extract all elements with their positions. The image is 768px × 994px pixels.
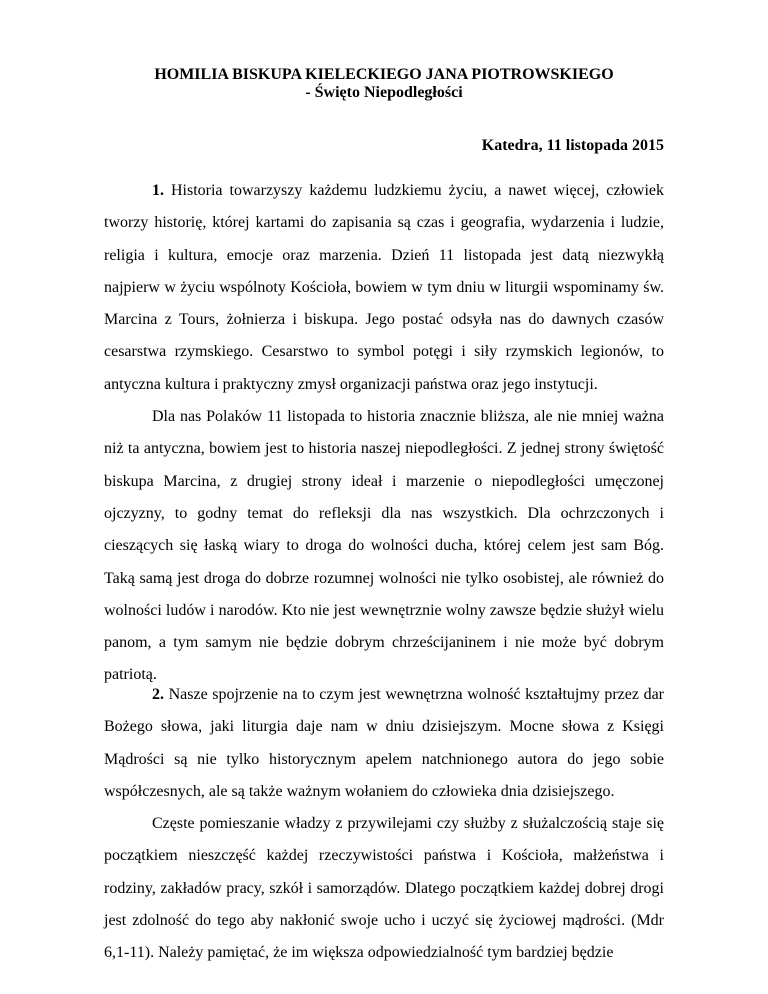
section-1-paragraph-2: Dla nas Polaków 11 listopada to historia znacznie bliższa, ale nie mniej ważna niż ta antyczna, bowiem jest to historia naszej niepodległości. Z jednej strony świętość biskupa Marcina, z drugiej strony ideał i marzenie o niepodległości umęczonej ojczyzny, to godny temat do refleksji dla nas wszystkich. Dla ochrzczonych i cieszących się łaską wiary to droga do wolności ducha, której celem jest sam Bóg. Taką samą jest droga do dobrze rozumnej wolności nie tylko osobistej, ale również do wolności ludów i narodów. Kto nie jest wewnętrznie wolny zawsze będzie służył wielu panom, a tym samym nie będzie dobrym chrześcijaninem i nie może być dobrym patriotą. — [104, 408, 664, 684]
document-subtitle: - Święto Niepodległości — [305, 84, 463, 101]
section-2-paragraph-2: Częste pomieszanie władzy z przywilejami czy służby z służalczością staje się początkiem nieszczęść każdej rzeczywistości państwa i Kościoła, małżeństwa i rodziny, zakładów pracy, szkół i samorządów. Dlatego początkiem każdej dobrej drogi jest zdolność do tego aby nakłonić swoje ucho i uczyć się życiowej mądrości. (Mdr 6,1-11). Należy pamiętać, że im większa odpowiedzialność tym bardziej będzie — [104, 815, 664, 962]
dateline: Katedra, 11 listopada 2015 — [481, 137, 664, 154]
section-1-paragraph-1-text: Historia towarzyszy każdemu ludzkiemu życiu, a nawet więcej, człowiek tworzy historię, której kartami do zapisania są czas i geografia, wydarzenia i ludzie, religia i kultura, emocje oraz marzenia. Dzień 11 listopada jest datą niezwykłą najpierw w życiu wspólnoty Kościoła, bowiem w tym dniu w liturgii wspominamy św. Marcina z Tours, żołnierza i biskupa. Jego postać odsyła nas do dawnych czasów cesarstwa rzymskiego. Cesarstwo to symbol potęgi i siły rzymskich legionów, to antyczna kultura i praktyczny zmysł organizacji państwa oraz jego instytucji. — [104, 182, 664, 393]
section-2-paragraph-1 — [104, 679, 664, 808]
section-2-paragraph-1-text: Nasze spojrzenie na to czym jest wewnętrzna wolność kształtujmy przez dar Bożego słowa, jaki liturgia daje nam w dniu dzisiejszym. Mocne słowa z Księgi Mądrości są nie tylko historycznym apelem natchnionego autora do jego sobie współczesnych, ale są także ważnym wołaniem do człowieka dnia dzisiejszego. — [104, 686, 665, 800]
document-title: HOMILIA BISKUPA KIELECKIEGO JANA PIOTROWSKIEGO — [154, 66, 614, 83]
section-2 — [104, 679, 664, 970]
section-1-paragraph-1 — [104, 175, 664, 401]
section-1 — [104, 175, 664, 692]
section-1-number: 1. — [152, 182, 164, 199]
section-2-number: 2. — [152, 686, 164, 703]
